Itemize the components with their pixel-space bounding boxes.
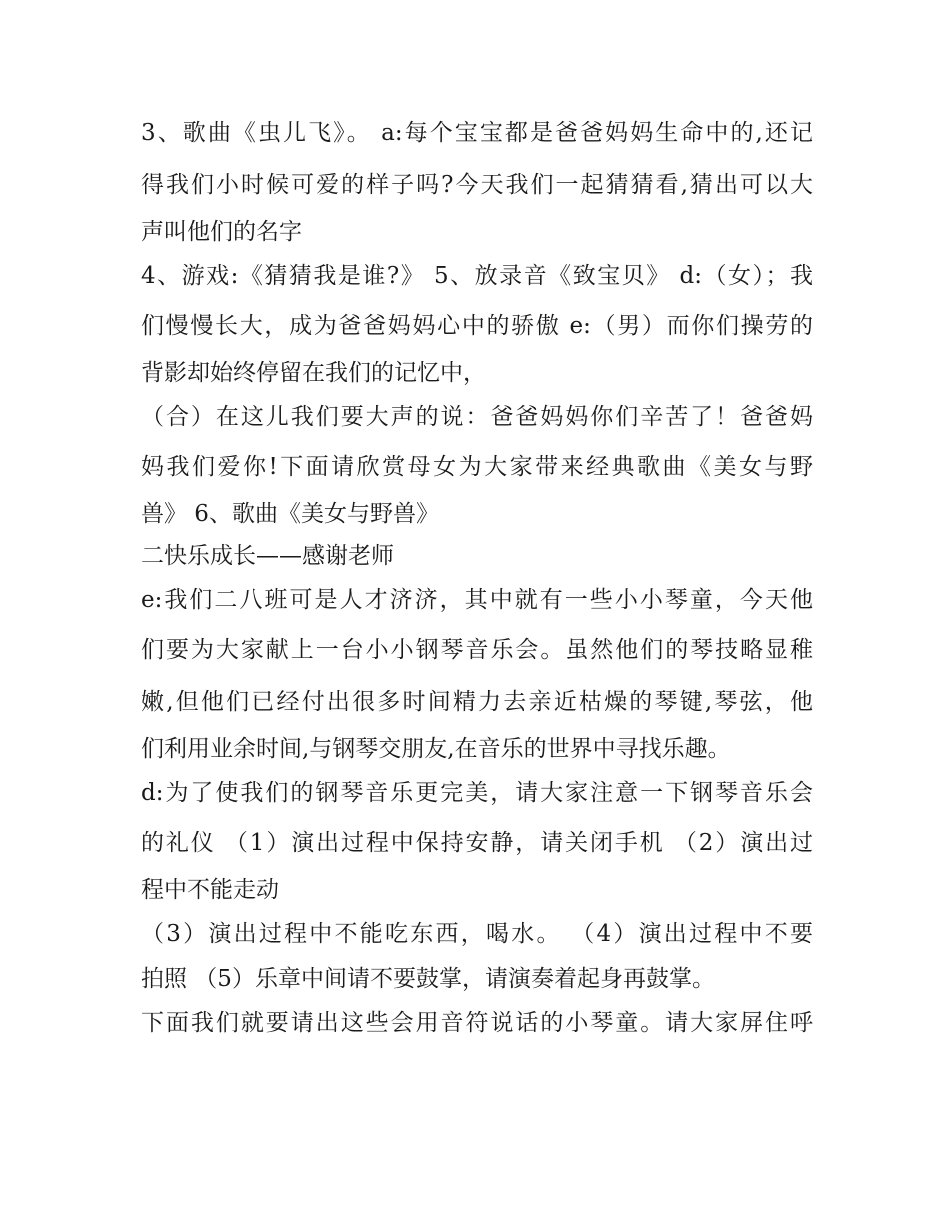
section-heading: 二快乐成长——感谢老师 xyxy=(141,543,394,569)
paragraph-line: 声叫他们的名字 xyxy=(141,219,302,245)
paragraph-line: 的礼仪 （1）演出过程中保持安静，请关闭手机 （2）演出过 xyxy=(141,830,813,856)
paragraph-line: 得我们小时候可爱的样子吗?今天我们一起猜猜看,猜出可以大 xyxy=(141,172,813,198)
paragraph-line: 背影却始终停留在我们的记忆中， xyxy=(141,360,486,386)
paragraph-line: 们要为大家献上一台小小钢琴音乐会。虽然他们的琴技略显稚 xyxy=(141,637,813,663)
paragraph-line: 妈我们爱你!下面请欣赏母女为大家带来经典歌曲《美女与野 xyxy=(141,454,813,480)
paragraph-line: 兽》 6、歌曲《美女与野兽》 xyxy=(141,501,439,527)
paragraph-line: 们慢慢长大，成为爸爸妈妈心中的骄傲 e:（男）而你们操劳的 xyxy=(141,313,813,339)
paragraph-line: 嫩,但他们已经付出很多时间精力去亲近枯燥的琴键,琴弦，他 xyxy=(141,689,813,715)
paragraph-line: （合）在这儿我们要大声的说：爸爸妈妈你们辛苦了！爸爸妈 xyxy=(141,404,813,430)
paragraph-line: d:为了使我们的钢琴音乐更完美，请大家注意一下钢琴音乐会 xyxy=(141,780,813,806)
paragraph-line: e:我们二八班可是人才济济，其中就有一些小小琴童，今天他 xyxy=(141,587,813,613)
document-body xyxy=(141,107,813,1047)
paragraph-line: 4、游戏:《猜猜我是谁?》 5、放录音《致宝贝》 d:（女）；我 xyxy=(141,263,813,289)
paragraph-line: 程中不能走动 xyxy=(141,877,279,903)
paragraph-line: 们利用业余时间,与钢琴交朋友,在音乐的世界中寻找乐趣。 xyxy=(141,736,731,762)
paragraph-line: 拍照 （5）乐章中间请不要鼓掌，请演奏着起身再鼓掌。 xyxy=(141,966,715,992)
paragraph-line: 3、歌曲《虫儿飞》。 a:每个宝宝都是爸爸妈妈生命中的,还记 xyxy=(141,120,813,146)
paragraph-line: 下面我们就要请出这些会用音符说话的小琴童。请大家屏住呼 xyxy=(141,1010,813,1036)
paragraph-line: （3）演出过程中不能吃东西，喝水。 （4）演出过程中不要 xyxy=(141,921,813,947)
